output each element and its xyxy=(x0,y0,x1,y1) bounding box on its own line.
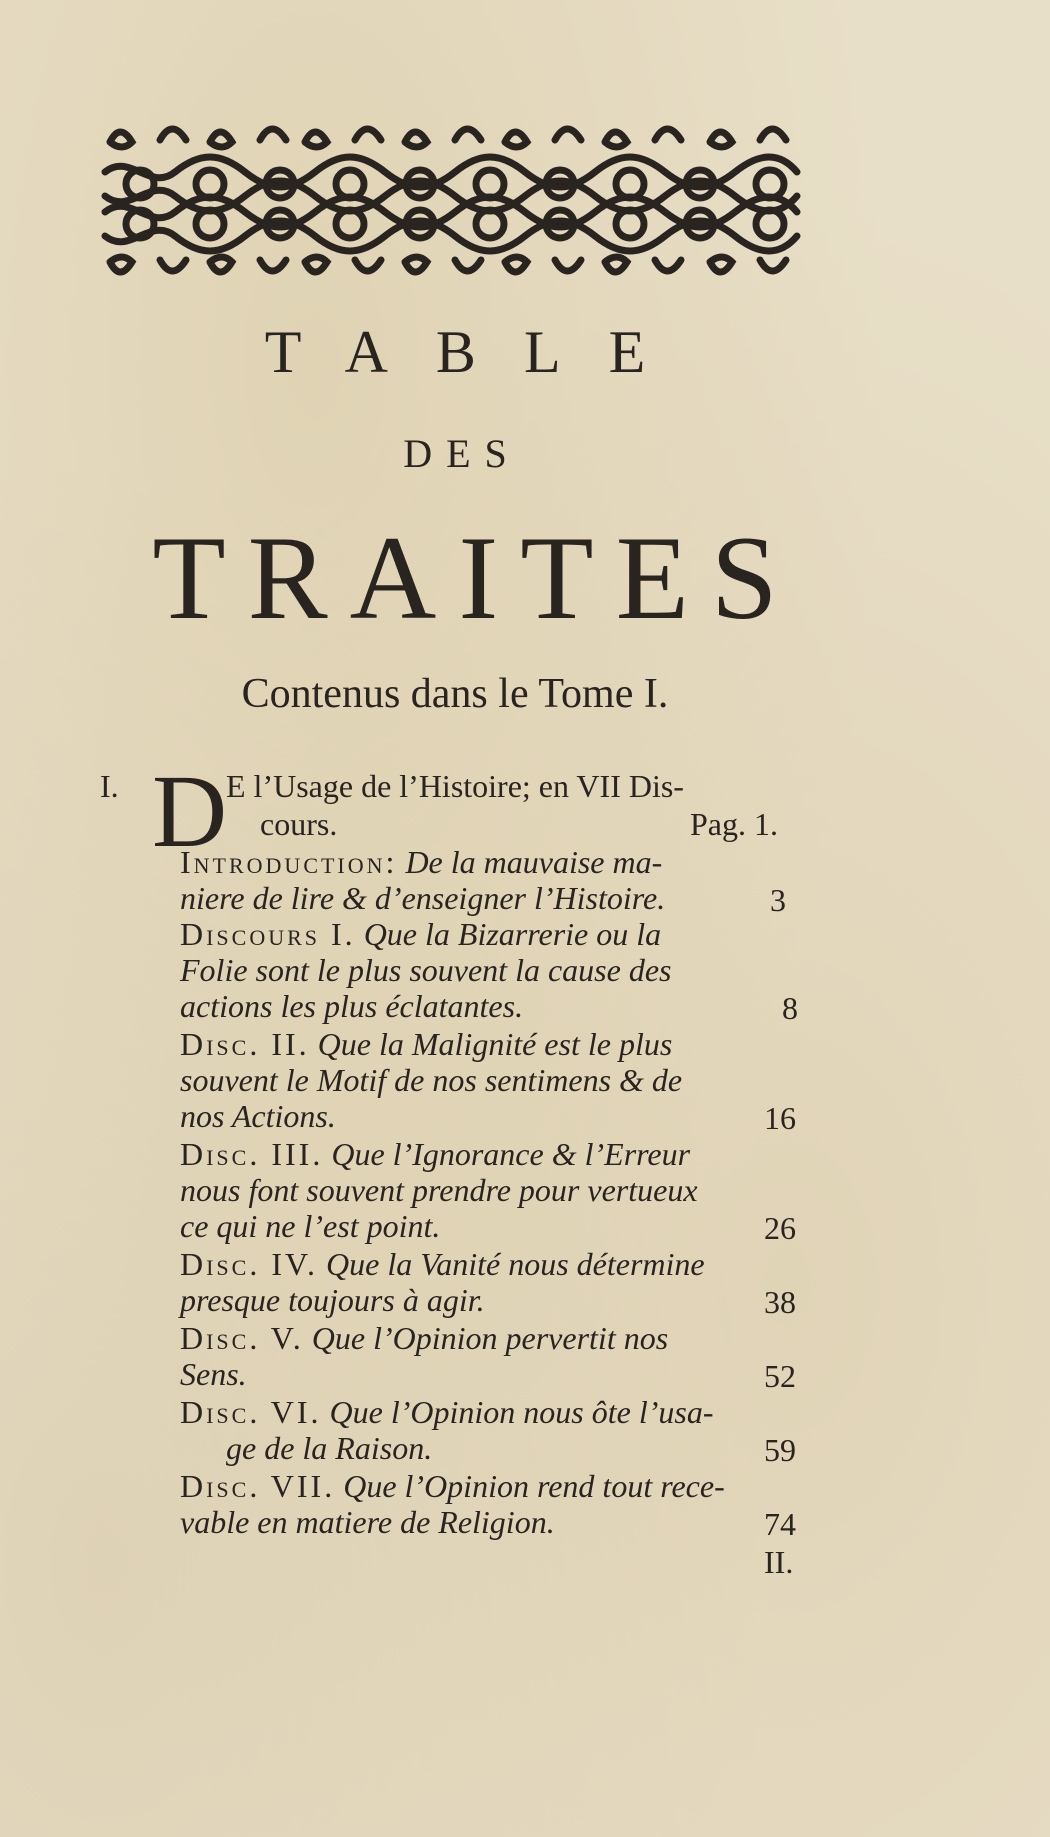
entry-label: Discours I. xyxy=(180,916,356,952)
entry-label: Disc. VII. xyxy=(180,1468,336,1504)
page-number: 38 xyxy=(764,1284,796,1320)
drop-cap: D xyxy=(152,754,228,869)
subtitle: Contenus dans le Tome I. xyxy=(241,671,669,717)
section-number: I. xyxy=(100,768,119,804)
entry-title: nos Actions. xyxy=(180,1098,336,1134)
printers-ornament-headpiece xyxy=(100,112,802,280)
page-number: 52 xyxy=(764,1358,796,1394)
catchword: II. xyxy=(764,1544,794,1580)
page-number: 74 xyxy=(764,1506,796,1542)
title-line-table: TABLE xyxy=(264,319,694,385)
entry-title: Que l’Ignorance & l’Erreur xyxy=(331,1136,691,1172)
entry-label: Disc. IV. xyxy=(180,1246,318,1282)
entry-title: actions les plus éclatantes. xyxy=(180,988,524,1024)
page-number: 3 xyxy=(770,882,786,918)
entry-label: Disc. V. xyxy=(180,1320,304,1356)
entry-title: Folie sont le plus souvent la cause des xyxy=(180,952,672,988)
entry-label: Introduction: xyxy=(180,844,398,880)
list-item xyxy=(180,1026,672,1062)
entry-label: Disc. III. xyxy=(180,1136,324,1172)
entry-title: vable en matiere de Religion. xyxy=(180,1504,555,1540)
list-item xyxy=(180,1468,725,1504)
entry-title: souvent le Motif de nos sentimens & de xyxy=(180,1062,683,1098)
entry-title: nous font souvent prendre pour vertueux xyxy=(180,1172,698,1208)
entry-label: Disc. VI. xyxy=(180,1394,322,1430)
list-item xyxy=(180,916,661,952)
entry-title: Que l’Opinion nous ôte l’usa- xyxy=(329,1394,714,1430)
entry-title: niere de lire & d’enseigner l’Histoire. xyxy=(180,880,666,916)
page-number: 8 xyxy=(782,990,798,1026)
toc-line: cours. xyxy=(260,806,338,842)
entry-title: Que la Bizarrerie ou la xyxy=(363,916,662,952)
list-item xyxy=(180,1394,714,1430)
list-item xyxy=(180,1246,705,1282)
entry-title: Sens. xyxy=(180,1356,247,1392)
entry-title: De la mauvaise ma- xyxy=(405,844,663,880)
list-item xyxy=(180,844,662,880)
entry-title: Que la Malignité est le plus xyxy=(317,1026,673,1062)
entry-title: Que la Vanité nous détermine xyxy=(326,1246,705,1282)
title-line-traites: TRAITES xyxy=(152,511,800,644)
list-item xyxy=(180,1320,668,1356)
entry-title: Que l’Opinion pervertit nos xyxy=(311,1320,669,1356)
page-number: 16 xyxy=(764,1100,796,1136)
page-number: 59 xyxy=(764,1432,796,1468)
entry-label: Disc. II. xyxy=(180,1026,310,1062)
entry-title: ce qui ne l’est point. xyxy=(180,1208,441,1244)
entry-title: Que l’Opinion rend tout rece- xyxy=(343,1468,725,1504)
page-number: Pag. 1. xyxy=(690,806,778,842)
toc-line: E l’Usage de l’Histoire; en VII Dis- xyxy=(226,768,684,804)
entry-title: ge de la Raison. xyxy=(226,1430,433,1466)
list-item xyxy=(180,1136,690,1172)
title-line-des: DES xyxy=(403,431,521,476)
page-number: 26 xyxy=(764,1210,796,1246)
entry-title: presque toujours à agir. xyxy=(180,1282,485,1318)
